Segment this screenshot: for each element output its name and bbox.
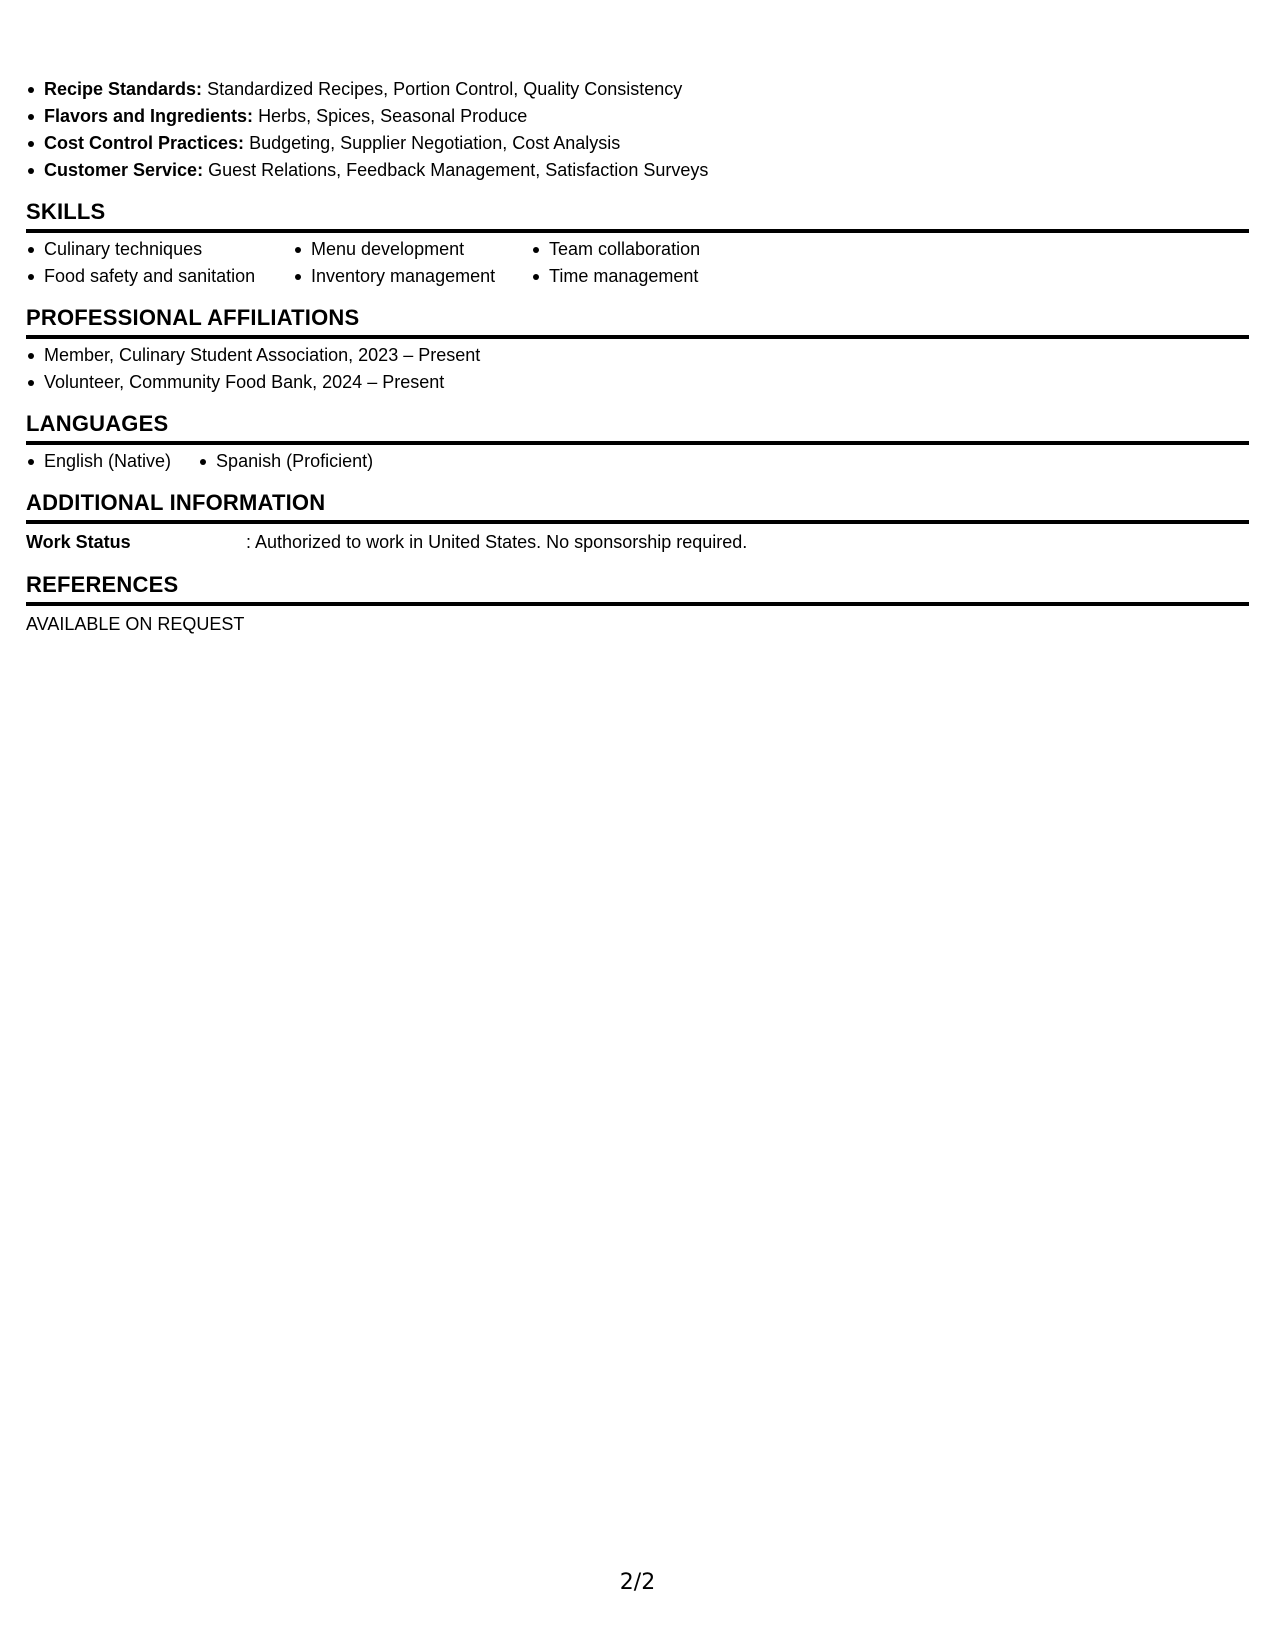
skill-item: Food safety and sanitation (26, 263, 293, 290)
section-heading: ADDITIONAL INFORMATION (26, 489, 1249, 524)
affiliation-item: Member, Culinary Student Association, 2023 – Present (26, 342, 1249, 369)
list-item (26, 103, 1249, 130)
skills-section (26, 198, 1249, 290)
skills-column (26, 236, 293, 290)
work-status-label: Work Status (26, 532, 131, 552)
language-item: Spanish (Proficient) (198, 448, 373, 475)
skills-columns (26, 236, 1249, 290)
section-heading: LANGUAGES (26, 410, 1249, 445)
list-item-term: Customer Service: (44, 160, 204, 180)
list-item-detail: Herbs, Spices, Seasonal Produce (258, 106, 528, 126)
skill-item: Time management (531, 263, 791, 290)
skills-column (531, 236, 791, 290)
continued-list (26, 76, 1249, 184)
list-item-term: Cost Control Practices: (44, 133, 245, 153)
section-heading: PROFESSIONAL AFFILIATIONS (26, 304, 1249, 339)
list-item (26, 130, 1249, 157)
skill-item: Inventory management (293, 263, 531, 290)
affiliations-section (26, 304, 1249, 396)
language-item: English (Native) (26, 448, 171, 475)
skills-column (293, 236, 531, 290)
skill-item: Menu development (293, 236, 531, 263)
list-item-term: Recipe Standards: (44, 79, 203, 99)
list-item (26, 76, 1249, 103)
additional-information-section (26, 489, 1249, 557)
languages-section (26, 410, 1249, 475)
list-item-detail: Standardized Recipes, Portion Control, Quality Consistency (207, 79, 683, 99)
list-item-detail: Budgeting, Supplier Negotiation, Cost Analysis (249, 133, 621, 153)
page-number: 2/2 (619, 1570, 656, 1595)
list-item-detail: Guest Relations, Feedback Management, Satisfaction Surveys (208, 160, 709, 180)
work-status-row (26, 527, 1249, 557)
section-heading: SKILLS (26, 198, 1249, 233)
work-status-value: : Authorized to work in United States. No sponsorship required. (246, 532, 748, 552)
references-text: AVAILABLE ON REQUEST (26, 614, 245, 634)
affiliations-list (26, 342, 1249, 396)
languages-list (26, 448, 1249, 475)
list-item-term: Flavors and Ingredients: (44, 106, 254, 126)
skill-item: Team collaboration (531, 236, 791, 263)
resume-page-2 (26, 76, 1249, 639)
skill-item: Culinary techniques (26, 236, 293, 263)
list-item (26, 157, 1249, 184)
references-section (26, 571, 1249, 639)
affiliation-item: Volunteer, Community Food Bank, 2024 – Present (26, 369, 1249, 396)
section-heading: REFERENCES (26, 571, 1249, 606)
